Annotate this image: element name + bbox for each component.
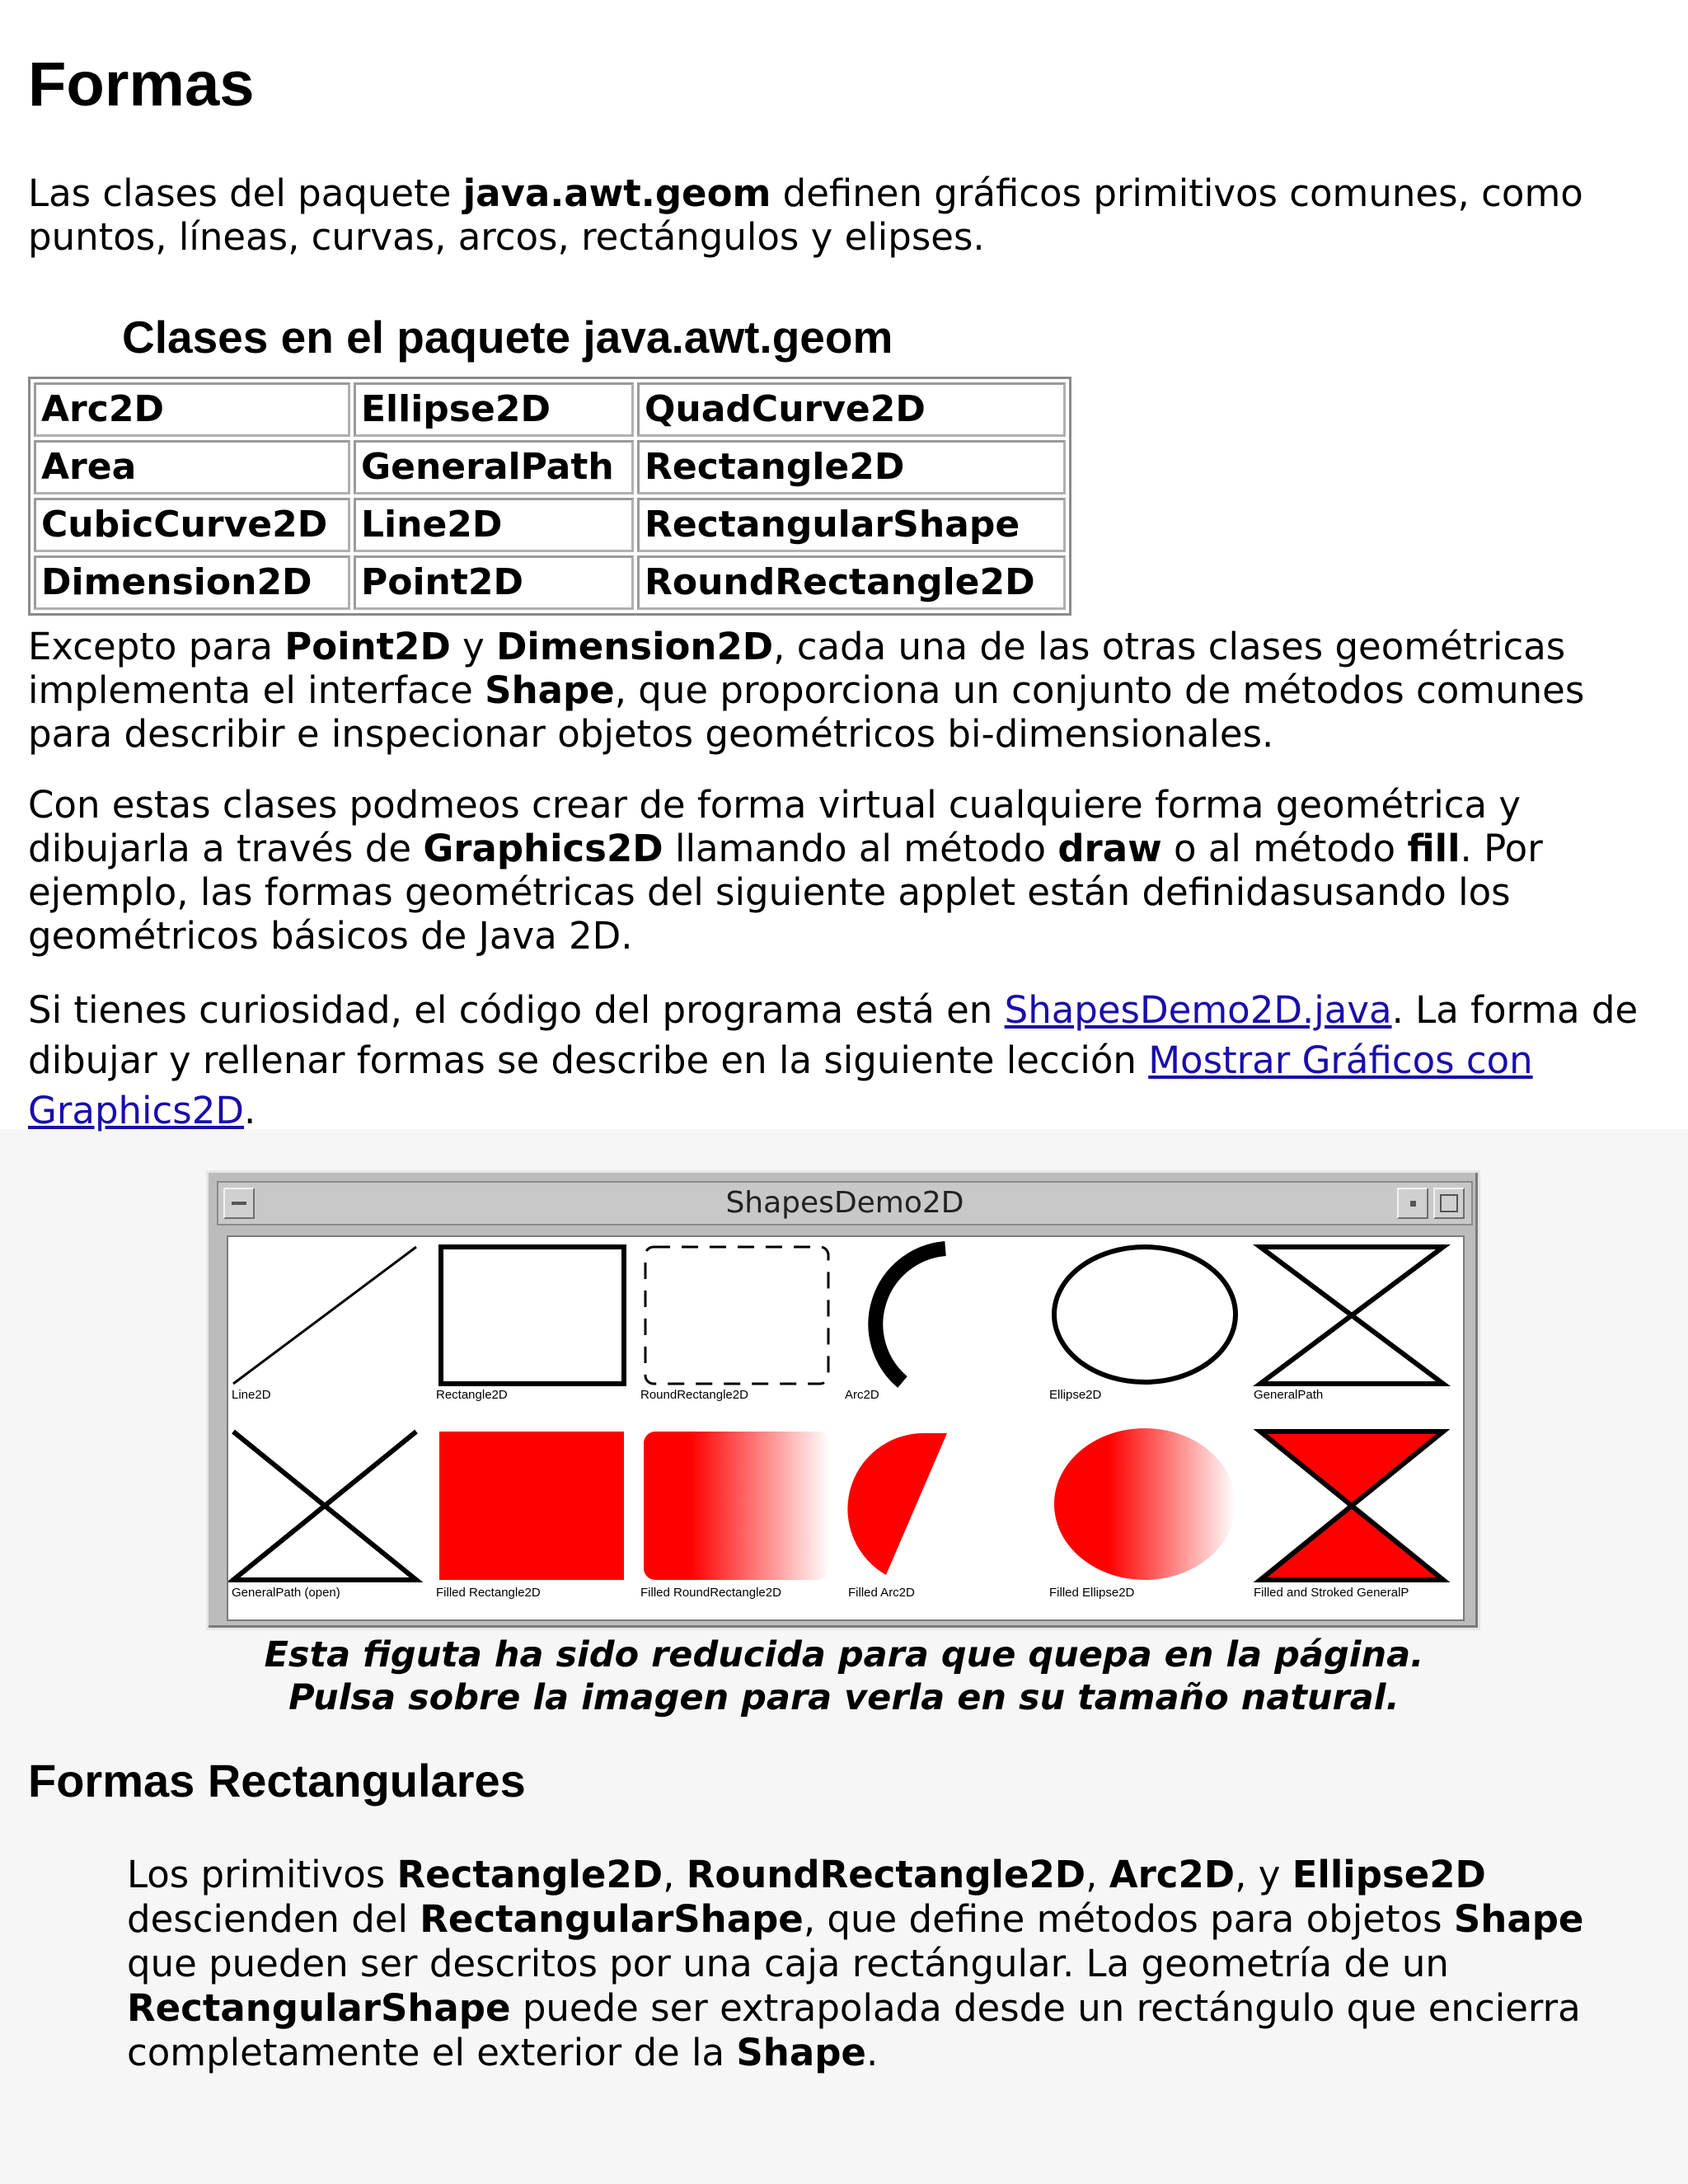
window-title: ShapesDemo2D [725,1186,964,1220]
filled-rectangle2d-shape [439,1432,624,1580]
bold-term: Arc2D [1109,1853,1236,1896]
bold-term: Shape [485,668,615,712]
shapesdemo-source-link[interactable]: ShapesDemo2D.java [1004,988,1392,1032]
table-cell: Line2D [354,498,634,552]
generalpath-open-shape [233,1432,416,1580]
source-code-paragraph [28,985,1668,1136]
table-title: Clases en el paquete java.awt.geom [122,312,893,363]
bold-term: RectangularShape [420,1897,804,1941]
text-run: Con estas clases podmeos crear de forma virtual cualquiere forma geométrica y dibujarla a través de [28,783,1522,870]
shapes-demo-figure[interactable] [206,1170,1480,1630]
table-cell: Area [34,440,350,494]
filled-arc2d-shape [847,1433,947,1575]
generalpath-shape [1260,1247,1443,1384]
bold-term: Point2D [284,625,451,668]
shape-label: GeneralPath (open) [232,1586,340,1600]
text-run: Los primitivos [127,1853,397,1896]
text-run: . Por ejemplo, las formas geométricas del siguiente applet están definidasusando los geométricos básicos de Java 2D. [28,827,1543,958]
text-run: o al método [1161,827,1408,870]
text-run: , cada una de las otras clases geométricas implementa el interface [28,625,1566,712]
text-run: , [1085,1853,1109,1896]
page-title: Formas [28,49,255,120]
table-cell: Ellipse2D [354,382,634,437]
shape-label: RoundRectangle2D [640,1388,748,1402]
figure-caption-line1: Esta figuta ha sido reducida para que quepa en la página. [264,1634,1424,1675]
section-heading: Formas Rectangulares [28,1755,526,1807]
shape-label: Arc2D [845,1388,879,1402]
shapes-canvas-svg [228,1237,1463,1619]
table-cell: RectangularShape [637,498,1066,552]
bold-term: draw [1057,827,1162,870]
intro-paragraph [28,171,1668,259]
ellipse2d-shape [1054,1247,1236,1382]
text-run: . [244,1089,256,1132]
bold-term: Ellipse2D [1292,1853,1486,1896]
rectangular-shape-paragraph [127,1853,1594,2075]
bold-term: Graphics2D [423,827,663,870]
line2d-shape [233,1247,416,1384]
draw-fill-paragraph [28,783,1668,958]
minimize-button[interactable] [1397,1188,1428,1219]
bold-term: RectangularShape [127,1986,511,2030]
shape-label: Line2D [232,1388,271,1402]
rectangle2d-shape [441,1247,624,1384]
bold-term: java.awt.geom [462,171,771,215]
table-cell: GeneralPath [354,440,634,494]
text-run: Si tienes curiosidad, el código del programa está en [28,988,1005,1032]
minimize-icon [1410,1201,1416,1207]
shape-label: GeneralPath [1254,1388,1324,1402]
applet-window-frame [206,1170,1480,1630]
window-titlebar [217,1181,1473,1226]
table-cell: Dimension2D [34,555,350,610]
bold-term: RoundRectangle2D [686,1853,1086,1896]
text-run: puede ser extrapolada desde un rectángulo que encierra completamente el exterior de la [127,1986,1581,2074]
shape-label: Filled Rectangle2D [436,1586,541,1600]
shape-label: Filled RoundRectangle2D [640,1586,781,1600]
table-cell: Arc2D [34,382,350,437]
table-row [34,498,1066,552]
text-run: , que define métodos para objetos [803,1897,1454,1941]
classes-table [28,377,1071,616]
arc2d-shape [875,1249,945,1382]
bold-term: Shape [1453,1897,1584,1941]
bold-term: Rectangle2D [396,1853,663,1896]
table-row [34,555,1066,610]
text-run: que pueden ser descritos por una caja rectángular. La geometría de un [127,1942,1449,1985]
shape-label: Filled and Stroked GeneralP [1254,1586,1409,1600]
filled-stroked-generalpath-shape [1260,1432,1443,1580]
table-cell: QuadCurve2D [637,382,1066,437]
table-cell: RoundRectangle2D [637,555,1066,610]
table-cell: Rectangle2D [637,440,1066,494]
graphics2d-lesson-link[interactable]: Mostrar Gráficos con Graphics2D [28,1038,1533,1132]
filled-roundrectangle2d-shape [644,1432,830,1580]
bold-term: Shape [736,2031,866,2074]
shape-label: Filled Ellipse2D [1049,1586,1135,1600]
table-cell: Point2D [354,555,634,610]
bold-term: Dimension2D [496,625,774,668]
text-run: . [865,2031,879,2074]
table-row [34,382,1066,437]
maximize-button[interactable] [1433,1188,1465,1219]
text-run: Las clases del paquete [28,171,463,215]
text-run: llamando al método [663,827,1058,870]
shape-label: Filled Arc2D [848,1586,915,1600]
shape-interface-paragraph [28,625,1668,756]
filled-ellipse2d-shape [1054,1428,1236,1580]
applet-canvas [227,1235,1465,1621]
text-run: Excepto para [28,625,285,668]
text-run: y [450,625,497,668]
shape-label: Ellipse2D [1049,1388,1102,1402]
text-run: descienden del [127,1897,420,1941]
text-run: definen gráficos primitivos comunes, como puntos, líneas, curvas, arcos, rectángulos y elipses. [28,171,1583,259]
table-row [34,440,1066,494]
figure-caption-line2: Pulsa sobre la imagen para verla en su tamaño natural. [288,1677,1400,1718]
maximize-icon [1440,1194,1458,1212]
table-cell: CubicCurve2D [34,498,350,552]
text-run: , y [1235,1853,1292,1896]
text-run: , [663,1853,687,1896]
roundrectangle2d-shape [645,1247,828,1384]
text-run: . La forma de dibujar y rellenar formas se describe en la siguiente lección [28,988,1639,1082]
shape-label: Rectangle2D [436,1388,508,1402]
text-run: , que proporciona un conjunto de métodos comunes para describir e inspecionar objetos geométricos bi-dimensionales. [28,668,1585,756]
bold-term: fill [1407,827,1461,870]
